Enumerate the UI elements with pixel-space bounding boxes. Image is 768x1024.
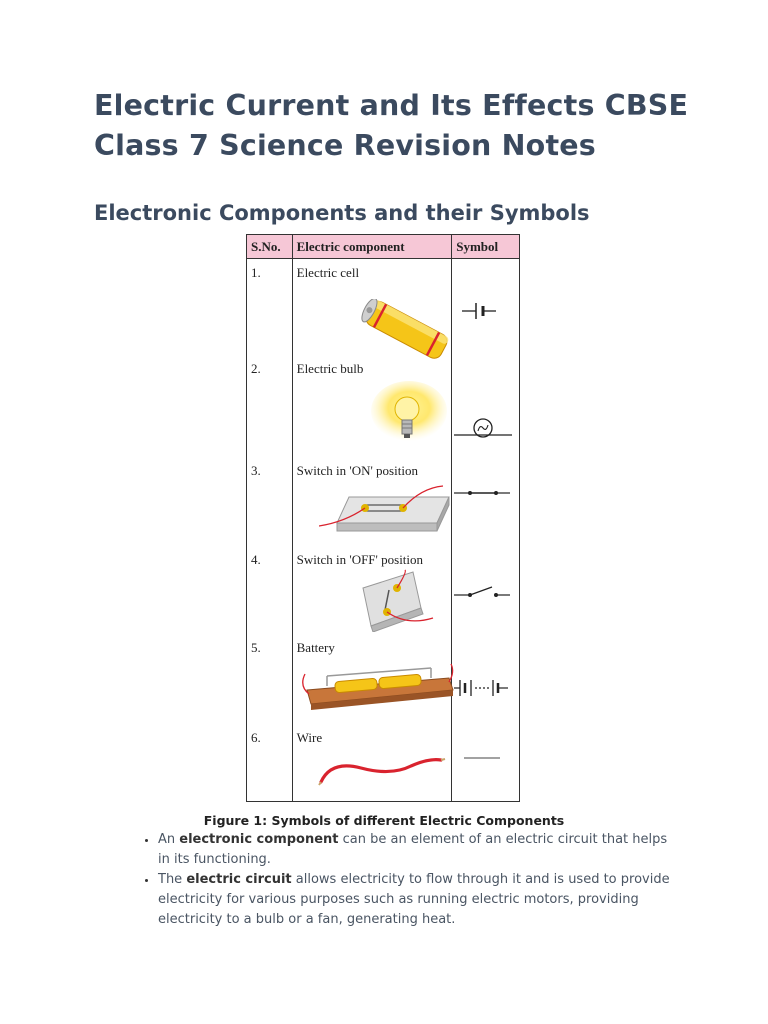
header-symbol: Symbol (452, 235, 520, 259)
bulb-symbol-icon (452, 417, 514, 441)
cell-symbol-icon (452, 301, 514, 321)
row-sno: 3. (251, 463, 261, 479)
wire-image (317, 746, 447, 786)
row-component-name: Switch in 'OFF' position (296, 552, 424, 568)
figure-caption: Figure 1: Symbols of different Electric Components (203, 813, 565, 828)
list-item (158, 830, 678, 870)
wire-symbol-icon (452, 754, 514, 762)
row-sno: 2. (251, 360, 261, 376)
list-item (158, 870, 678, 930)
battery-symbol-icon (452, 678, 514, 698)
electric-bulb-image (371, 381, 451, 449)
bullet-list (134, 830, 678, 930)
bullet-text-pre: An (158, 832, 180, 847)
switch-off-image (343, 568, 453, 632)
row-component-name: Wire (296, 729, 323, 745)
table-row (247, 724, 520, 802)
row-component-name: Electric bulb (296, 360, 364, 376)
bullet-text-post: can be an element of an electric circuit that helps in its functioning. (158, 832, 668, 867)
section-heading: Electronic Components and their Symbols (94, 201, 590, 225)
header-component: Electric component (292, 235, 452, 259)
row-sno: 4. (251, 552, 261, 568)
row-sno: 1. (251, 265, 261, 280)
table-row (247, 259, 520, 355)
header-sno: S.No. (247, 235, 293, 259)
row-component-name: Electric cell (296, 265, 360, 280)
row-sno: 6. (251, 729, 261, 745)
row-component-name: Battery (296, 640, 335, 656)
components-table (246, 234, 520, 802)
bullet-text-bold: electronic component (179, 832, 339, 847)
switch-on-symbol-icon (452, 487, 514, 499)
row-sno: 5. (251, 640, 261, 656)
table-row (247, 457, 520, 546)
bullet-text-pre: The (158, 872, 187, 887)
switch-off-symbol-icon (452, 584, 514, 600)
battery-image (299, 656, 459, 718)
page-title: Electric Current and Its Effects CBSE Class 7 Science Revision Notes (94, 89, 689, 162)
electric-cell-image (357, 299, 457, 359)
table-row (247, 634, 520, 723)
bullet-text-post: allows electricity to flow through it and is used to provide electricity for various purposes such as running electric motors, providing electricity to a bulb or a fan, generating heat. (158, 872, 670, 927)
row-component-name: Switch in 'ON' position (296, 463, 418, 479)
switch-on-image (319, 481, 459, 541)
table-row (247, 355, 520, 457)
bullet-text-bold: electric circuit (186, 872, 292, 887)
table-row (247, 546, 520, 634)
